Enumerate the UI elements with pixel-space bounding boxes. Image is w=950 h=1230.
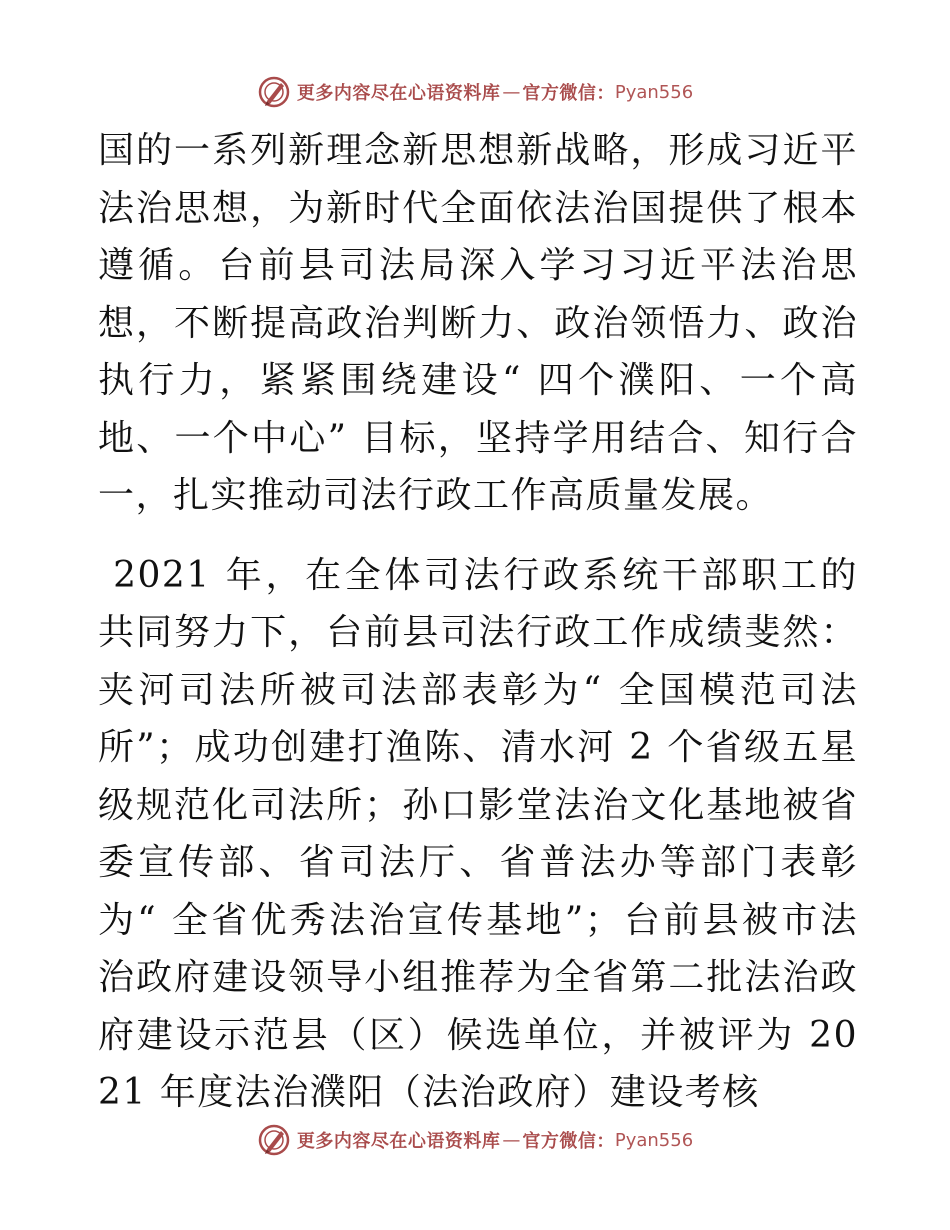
body-paragraph-1: 国的一系列新理念新思想新战略，形成习近平法治思想，为新时代全面依法治国提供了根本遵循。台前县司法局深入学习习近平法治思想，不断提高政治判断力、政治领悟力、政治执行力，紧紧围绕建设“ 四个濮阳、一个高地、一个中心” 目标，坚持学用结合、知行合一，扎实推动司法行政工作高质量发展。: [98, 130, 858, 516]
watermark-separator: —: [502, 81, 521, 103]
pen-seal-icon: [257, 75, 291, 109]
footer-watermark: [0, 1120, 950, 1160]
watermark-separator: —: [502, 1129, 521, 1151]
pen-seal-icon: [257, 1123, 291, 1157]
watermark-wechat-label: 官方微信：: [522, 1131, 615, 1152]
header-watermark: [0, 72, 950, 112]
watermark-brand-text: 更多内容尽在心语资料库: [296, 1131, 501, 1152]
watermark-wechat-handle: Pyan556: [614, 1129, 694, 1151]
body-paragraph-2: 2021 年，在全体司法行政系统干部职工的共同努力下，台前县司法行政工作成绩斐然：夹河司法所被司法部表彰为“ 全国模范司法所”；成功创建打渔陈、清水河 2 个省级五星级规范化司法所；孙口影堂法治文化基地被省委宣传部、省司法厅、省普法办等部门表彰为“ 全省优秀法治宣传基地”；台前县被市法治政府建设领导小组推荐为全省第二批法治政府建设示范县（区）候选单位，并被评为 2021 年度法治濮阳（法治政府）建设考核: [98, 554, 858, 1113]
watermark-wechat-handle: Pyan556: [614, 81, 694, 103]
watermark-brand-text: 更多内容尽在心语资料库: [296, 83, 501, 104]
watermark-wechat-label: 官方微信：: [522, 83, 615, 104]
document-body: [98, 122, 858, 1122]
